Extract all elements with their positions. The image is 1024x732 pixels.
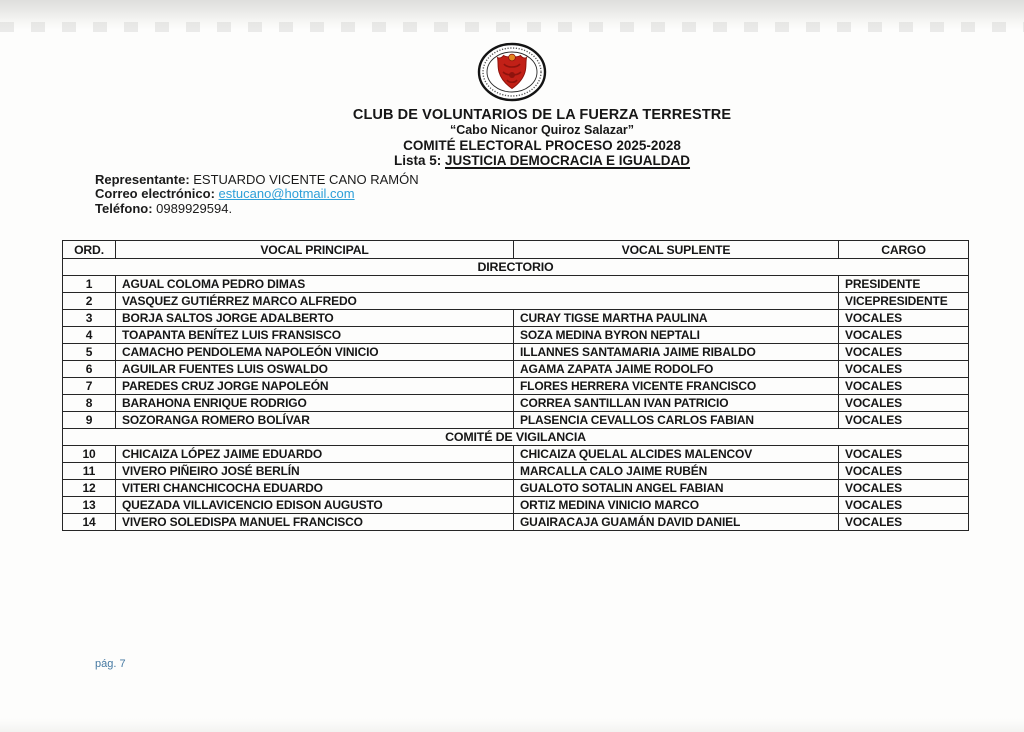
vocal-suplente-cell: CORREA SANTILLAN IVAN PATRICIO bbox=[514, 395, 839, 412]
scan-artifact-bottom bbox=[0, 718, 1024, 732]
table-row bbox=[63, 378, 969, 395]
club-logo bbox=[477, 42, 547, 104]
table-row bbox=[63, 480, 969, 497]
ord-cell: 12 bbox=[63, 480, 116, 497]
section-title: COMITÉ DE VIGILANCIA bbox=[63, 429, 969, 446]
phone-label: Teléfono bbox=[95, 200, 149, 216]
representative-line: Representante: ESTUARDO VICENTE CANO RAMÓN bbox=[95, 172, 419, 187]
table-row bbox=[63, 293, 969, 310]
club-crest-icon bbox=[477, 42, 547, 104]
list-title bbox=[60, 153, 1024, 169]
committee-title: COMITÉ ELECTORAL PROCESO 2025-2028 bbox=[403, 137, 681, 153]
table-row bbox=[63, 497, 969, 514]
vocal-suplente-cell: ORTIZ MEDINA VINICIO MARCO bbox=[514, 497, 839, 514]
ord-cell: 13 bbox=[63, 497, 116, 514]
vocal-suplente-cell: GUALOTO SOTALIN ANGEL FABIAN bbox=[514, 480, 839, 497]
cargo-cell: VOCALES bbox=[839, 344, 969, 361]
cargo-cell: VICEPRESIDENTE bbox=[839, 293, 969, 310]
ord-cell: 7 bbox=[63, 378, 116, 395]
vocal-suplente-cell: ILLANNES SANTAMARIA JAIME RIBALDO bbox=[514, 344, 839, 361]
section-row bbox=[63, 429, 969, 446]
table-row bbox=[63, 310, 969, 327]
ord-cell: 1 bbox=[63, 276, 116, 293]
section-title: DIRECTORIO bbox=[63, 259, 969, 276]
table-row bbox=[63, 344, 969, 361]
ord-cell: 10 bbox=[63, 446, 116, 463]
cargo-cell: VOCALES bbox=[839, 412, 969, 429]
phone-line: Teléfono: 0989929594. bbox=[95, 200, 233, 216]
cargo-cell: VOCALES bbox=[839, 480, 969, 497]
email-link[interactable]: estucano@hotmail.com bbox=[218, 186, 355, 202]
table-row bbox=[63, 327, 969, 344]
ord-cell: 6 bbox=[63, 361, 116, 378]
cargo-cell: VOCALES bbox=[839, 514, 969, 531]
vocal-principal-cell: VIVERO SOLEDISPA MANUEL FRANCISCO bbox=[116, 514, 514, 531]
vocal-principal-cell: AGUAL COLOMA PEDRO DIMAS bbox=[116, 276, 839, 293]
representative-label: Representante bbox=[95, 172, 186, 187]
scan-artifact-top bbox=[0, 0, 1024, 30]
vocal-suplente-cell: FLORES HERRERA VICENTE FRANCISCO bbox=[514, 378, 839, 395]
cargo-cell: VOCALES bbox=[839, 327, 969, 344]
vocal-principal-cell: BARAHONA ENRIQUE RODRIGO bbox=[116, 395, 514, 412]
col-header-vocal-principal: VOCAL PRINCIPAL bbox=[116, 241, 514, 259]
table-row bbox=[63, 463, 969, 480]
ord-cell: 11 bbox=[63, 463, 116, 480]
org-nickname: “Cabo Nicanor Quiroz Salazar” bbox=[449, 123, 635, 137]
ord-cell: 14 bbox=[63, 514, 116, 531]
email-line: Correo electrónico: estucano@hotmail.com bbox=[95, 186, 355, 202]
cargo-cell: VOCALES bbox=[839, 497, 969, 514]
cargo-cell: VOCALES bbox=[839, 361, 969, 378]
vocal-suplente-cell: CURAY TIGSE MARTHA PAULINA bbox=[514, 310, 839, 327]
vocal-principal-cell: PAREDES CRUZ JORGE NAPOLEÓN bbox=[116, 378, 514, 395]
vocal-principal-cell: CHICAIZA LÓPEZ JAIME EDUARDO bbox=[116, 446, 514, 463]
vocal-suplente-cell: SOZA MEDINA BYRON NEPTALI bbox=[514, 327, 839, 344]
cargo-cell: VOCALES bbox=[839, 463, 969, 480]
vocal-suplente-cell: MARCALLA CALO JAIME RUBÉN bbox=[514, 463, 839, 480]
ord-cell: 2 bbox=[63, 293, 116, 310]
phone-value: 0989929594. bbox=[156, 200, 233, 216]
cargo-cell: VOCALES bbox=[839, 310, 969, 327]
document-heading bbox=[60, 107, 1024, 169]
email-label: Correo electrónico bbox=[95, 186, 211, 202]
contact-block bbox=[95, 173, 615, 216]
vocal-principal-cell: QUEZADA VILLAVICENCIO EDISON AUGUSTO bbox=[116, 497, 514, 514]
cargo-cell: VOCALES bbox=[839, 378, 969, 395]
table-header-row bbox=[63, 241, 969, 259]
list-prefix: Lista 5: bbox=[393, 153, 442, 168]
table-row bbox=[63, 361, 969, 378]
table-row bbox=[63, 395, 969, 412]
cargo-cell: VOCALES bbox=[839, 446, 969, 463]
page-number: pág. 7 bbox=[95, 658, 126, 670]
vocal-principal-cell: VITERI CHANCHICOCHA EDUARDO bbox=[116, 480, 514, 497]
ord-cell: 5 bbox=[63, 344, 116, 361]
vocal-principal-cell: BORJA SALTOS JORGE ADALBERTO bbox=[116, 310, 514, 327]
org-title: CLUB DE VOLUNTARIOS DE LA FUERZA TERRESTRE bbox=[352, 107, 732, 123]
cargo-cell: VOCALES bbox=[839, 395, 969, 412]
ord-cell: 8 bbox=[63, 395, 116, 412]
vocal-principal-cell: AGUILAR FUENTES LUIS OSWALDO bbox=[116, 361, 514, 378]
vocal-suplente-cell: PLASENCIA CEVALLOS CARLOS FABIAN bbox=[514, 412, 839, 429]
ord-cell: 4 bbox=[63, 327, 116, 344]
vocal-principal-cell: TOAPANTA BENÍTEZ LUIS FRANSISCO bbox=[116, 327, 514, 344]
col-header-ord: ORD. bbox=[63, 241, 116, 259]
col-header-vocal-suplente: VOCAL SUPLENTE bbox=[514, 241, 839, 259]
table-row bbox=[63, 412, 969, 429]
vocal-suplente-cell: GUAIRACAJA GUAMÁN DAVID DANIEL bbox=[514, 514, 839, 531]
members-table bbox=[62, 240, 969, 531]
vocal-suplente-cell: CHICAIZA QUELAL ALCIDES MALENCOV bbox=[514, 446, 839, 463]
vocal-principal-cell: SOZORANGA ROMERO BOLÍVAR bbox=[116, 412, 514, 429]
list-name: JUSTICIA DEMOCRACIA E IGUALDAD bbox=[445, 153, 691, 168]
vocal-suplente-cell: AGAMA ZAPATA JAIME RODOLFO bbox=[514, 361, 839, 378]
vocal-principal-cell: VIVERO PIÑEIRO JOSÉ BERLÍN bbox=[116, 463, 514, 480]
ord-cell: 3 bbox=[63, 310, 116, 327]
table-row bbox=[63, 446, 969, 463]
table-row bbox=[63, 276, 969, 293]
representative-value: ESTUARDO VICENTE CANO RAMÓN bbox=[193, 172, 419, 187]
vocal-principal-cell: CAMACHO PENDOLEMA NAPOLEÓN VINICIO bbox=[116, 344, 514, 361]
cargo-cell: PRESIDENTE bbox=[839, 276, 969, 293]
section-row bbox=[63, 259, 969, 276]
col-header-cargo: CARGO bbox=[839, 241, 969, 259]
vocal-principal-cell: VASQUEZ GUTIÉRREZ MARCO ALFREDO bbox=[116, 293, 839, 310]
ord-cell: 9 bbox=[63, 412, 116, 429]
table-row bbox=[63, 514, 969, 531]
